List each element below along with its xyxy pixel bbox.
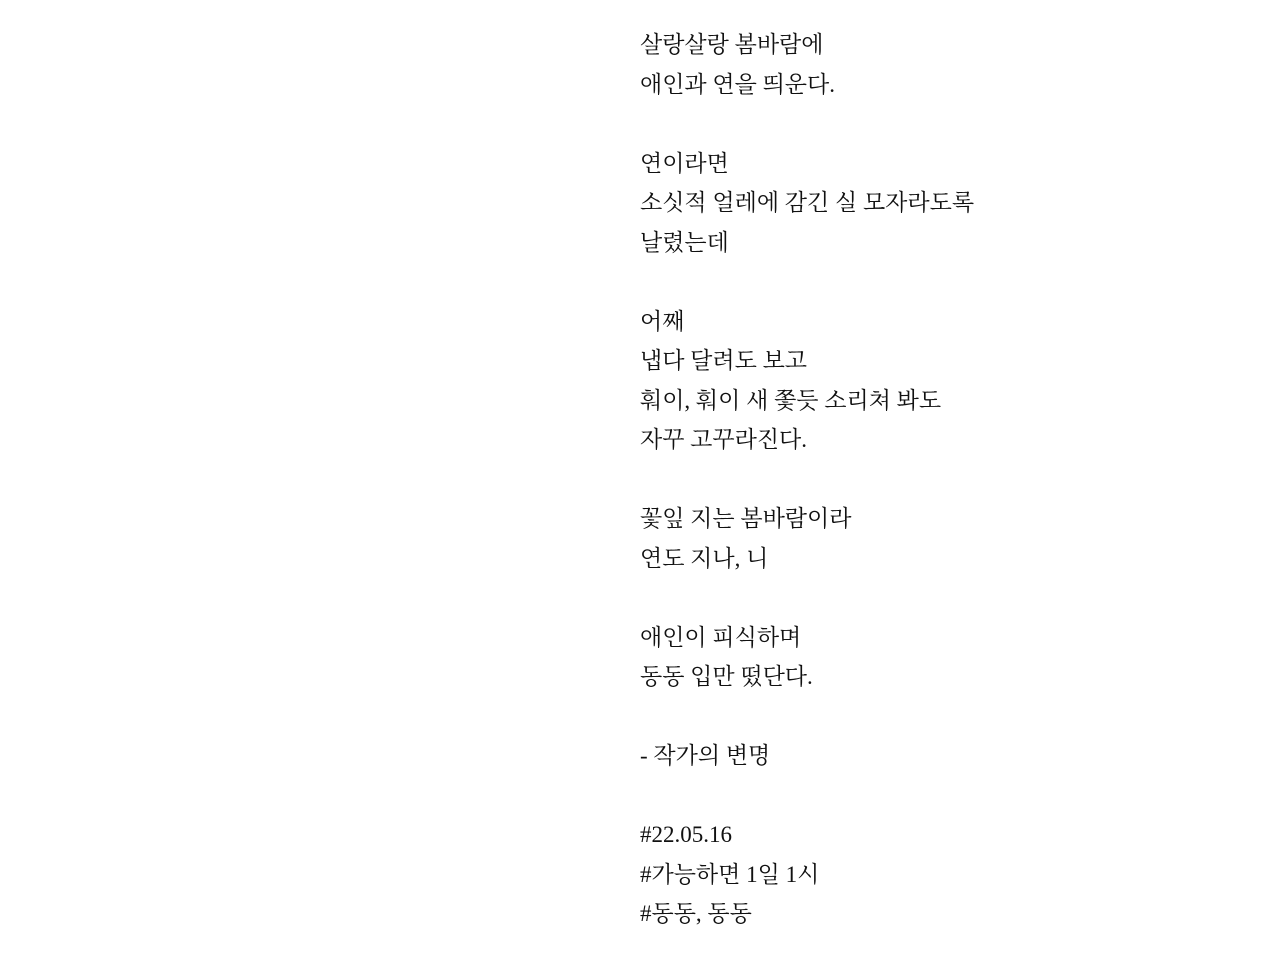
- poem-line: 소싯적 얼레에 감긴 실 모자라도록: [640, 190, 975, 215]
- stanza-gap: [640, 262, 1260, 302]
- hashtag-date: #22.05.16: [640, 822, 732, 847]
- poem-line: 자꾸 고꾸라진다.: [640, 427, 808, 452]
- stanza-gap: [640, 104, 1260, 144]
- poem-body: [640, 25, 1260, 934]
- poem-line: 동동 입만 떴단다.: [640, 664, 813, 689]
- poem-line: 어째: [640, 308, 685, 334]
- poem-line: 살랑살랑 봄바람에: [640, 32, 824, 57]
- poem-line: 냅다 달려도 보고: [640, 348, 808, 373]
- poem-line: 애인이 피식하며: [640, 624, 802, 650]
- author-note: - 작가의 변명: [640, 743, 771, 768]
- poem-line: 애인과 연을 띄운다.: [640, 71, 835, 97]
- stanza-gap: [640, 776, 1260, 816]
- hashtag-title: #동동, 동동: [640, 901, 752, 926]
- poem-line: 날렸는데: [640, 229, 729, 255]
- hashtag-series: #가능하면 1일 1시: [640, 861, 820, 887]
- poem-line: 연도 지나, 니: [640, 545, 769, 571]
- poem-line: 꽃잎 지는 봄바람이라: [640, 506, 852, 531]
- poem-line: 연이라면: [640, 150, 729, 176]
- stanza-gap: [640, 460, 1260, 500]
- stanza-gap: [640, 578, 1260, 618]
- poem-line: 훠이, 훠이 새 쫓듯 소리쳐 봐도: [640, 387, 942, 413]
- stanza-gap: [640, 697, 1260, 737]
